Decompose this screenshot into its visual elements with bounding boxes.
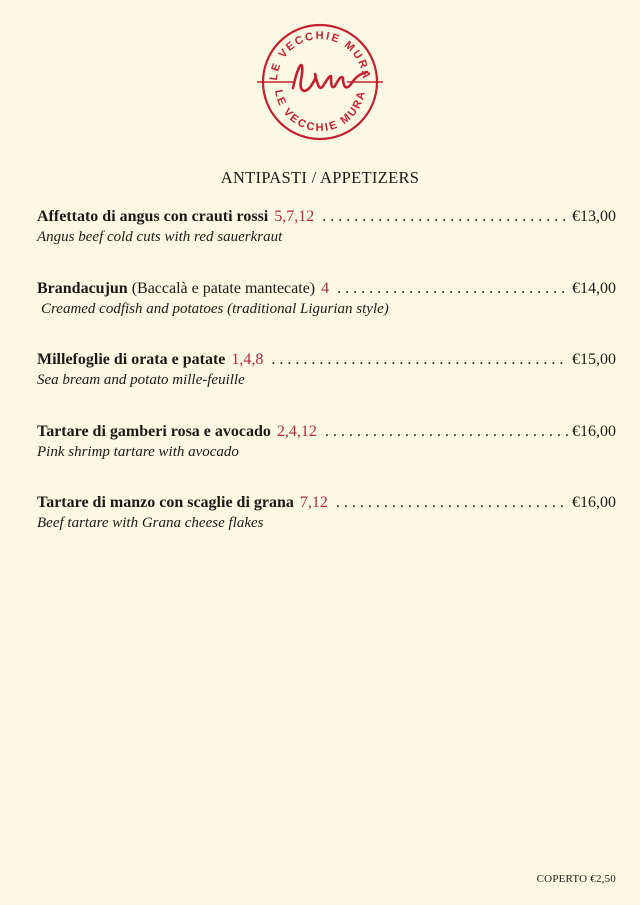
dish-price: €16,00	[572, 494, 616, 511]
le-vecchie-mura-logo	[255, 20, 385, 145]
dish-detail: (Baccalà e patate mantecate)	[131, 279, 316, 297]
menu-item	[37, 350, 616, 389]
dish-name: Tartare di gamberi rosa e avocado	[37, 422, 271, 440]
logo-bottom-text: LE VECCHIE MURA	[272, 88, 368, 135]
allergen-codes: 7,12	[299, 494, 328, 511]
menu-item	[37, 493, 616, 532]
menu-item-line	[37, 350, 616, 370]
dot-leader	[336, 493, 568, 513]
dish-price: €16,00	[572, 422, 616, 440]
dish-description: Angus beef cold cuts with red sauerkraut	[37, 229, 283, 245]
menu-items	[37, 207, 616, 565]
menu-item	[37, 422, 616, 461]
dish-price: €15,00	[572, 351, 616, 368]
dish-name: Brandacujun	[37, 279, 128, 297]
dish-description: Sea bream and potato mille-feuille	[37, 372, 245, 388]
menu-item-line	[37, 493, 616, 513]
menu-item-line	[37, 422, 616, 442]
menu-item-line	[37, 279, 616, 299]
menu-item-line	[37, 207, 616, 227]
dish-description: Creamed codfish and potatoes (traditional Ligurian style)	[41, 300, 389, 317]
lvm-monogram	[293, 65, 367, 91]
allergen-codes: 2,4,12	[276, 422, 317, 440]
dot-leader	[322, 207, 568, 227]
dot-leader	[325, 422, 568, 442]
dish-name: Millefoglie di orata e patate	[37, 351, 226, 368]
dish-name: Tartare di manzo con scaglie di grana	[37, 494, 294, 511]
section-title: ANTIPASTI / APPETIZERS	[220, 168, 420, 187]
dish-price: €14,00	[572, 279, 616, 297]
dish-description: Pink shrimp tartare with avocado	[37, 443, 239, 460]
dish-name: Affettato di angus con crauti rossi	[37, 208, 269, 225]
dish-description: Beef tartare with Grana cheese flakes	[37, 515, 264, 531]
dot-leader	[337, 279, 568, 299]
menu-item	[37, 207, 616, 246]
dot-leader	[271, 350, 568, 370]
logo-top-text: LE VECCHIE MURA	[267, 29, 373, 82]
allergen-codes: 4	[321, 279, 330, 297]
dish-price: €13,00	[572, 208, 616, 225]
menu-item	[37, 279, 616, 318]
allergen-codes: 1,4,8	[231, 351, 264, 368]
coperto-note: COPERTO €2,50	[536, 873, 616, 885]
allergen-codes: 5,7,12	[274, 208, 315, 225]
